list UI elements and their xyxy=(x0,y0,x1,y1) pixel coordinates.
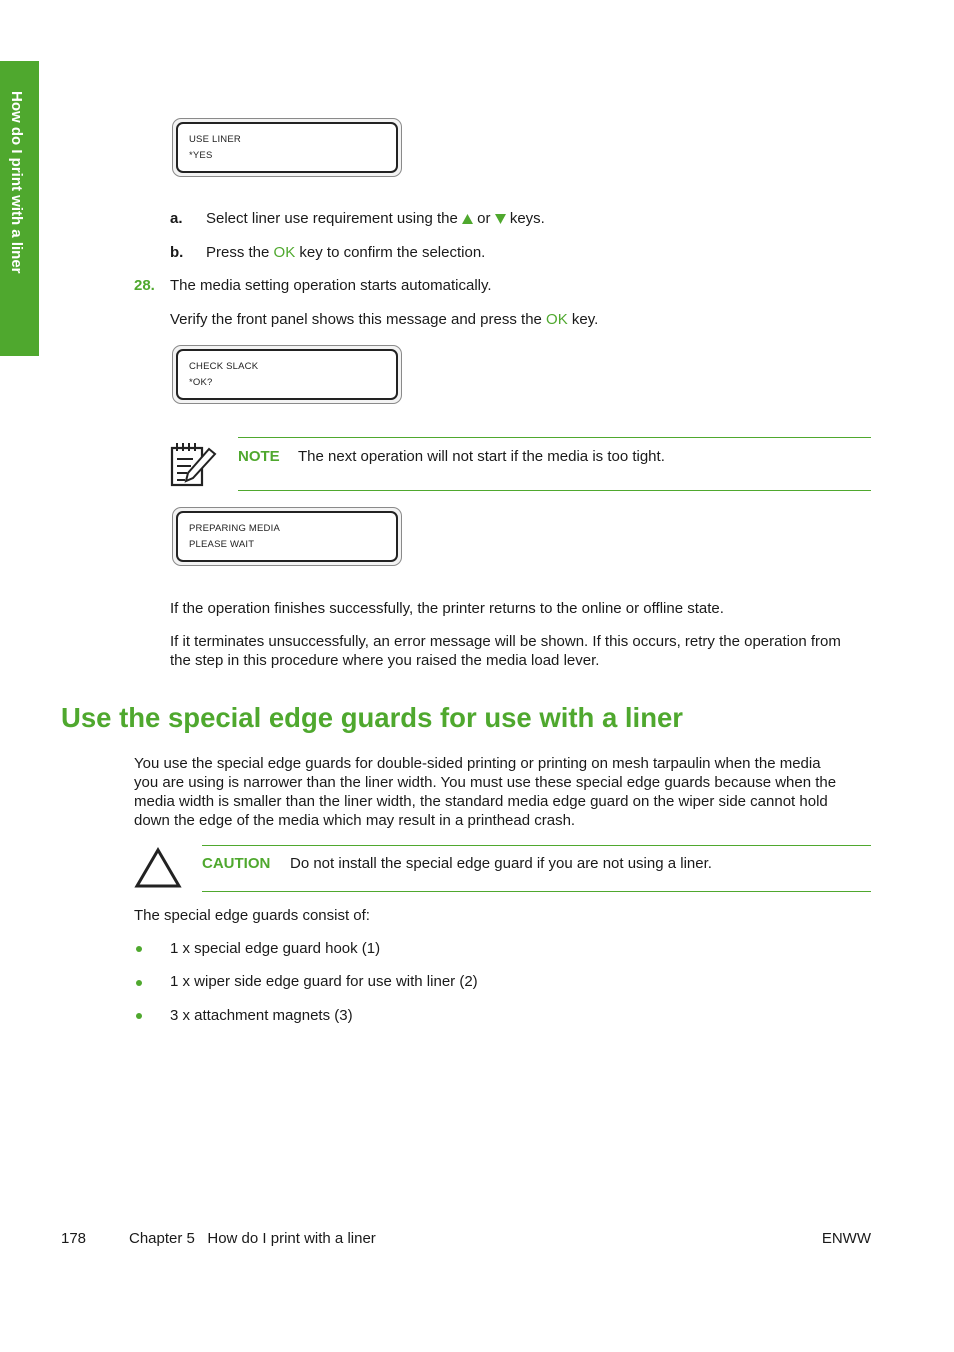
consist-intro: The special edge guards consist of: xyxy=(134,907,370,924)
bullet-icon xyxy=(136,946,142,952)
chapter-side-tab xyxy=(0,61,39,356)
bullet-icon xyxy=(136,1013,142,1019)
intro-line-2: you are using is narrower than the liner width. You must use these special edge guards because when the xyxy=(134,774,837,791)
front-panel-display-use-liner xyxy=(172,118,402,177)
step-b-text xyxy=(206,243,485,262)
footer-chapter: Chapter 5 How do I print with a liner xyxy=(129,1230,376,1247)
intro-line-3: media width is smaller than the liner width, the standard media edge guard on the wiper side cannot hold xyxy=(134,793,828,810)
display-line-2: PLEASE WAIT xyxy=(189,539,255,550)
step-a-text xyxy=(206,209,545,228)
note-bottom-rule xyxy=(238,490,871,491)
verify-text-before: Verify the front panel shows this message and press the xyxy=(170,311,542,328)
caution-top-rule xyxy=(202,845,871,846)
intro-line-1: You use the special edge guards for double-sided printing or printing on mesh tarpaulin when the media xyxy=(134,755,821,772)
result-fail-line-1: If it terminates unsuccessfully, an error message will be shown. If this occurs, retry the operation from xyxy=(170,633,841,650)
display-line-1: CHECK SLACK xyxy=(189,361,259,372)
footer-code: ENWW xyxy=(821,1230,871,1247)
note-label: NOTE xyxy=(238,448,280,465)
result-success-text: If the operation finishes successfully, the printer returns to the online or offline state. xyxy=(170,600,724,617)
step-a-text-mid: or xyxy=(477,210,491,227)
step-28-number: 28. xyxy=(134,277,155,294)
display-line-1: USE LINER xyxy=(189,134,241,145)
display-line-1: PREPARING MEDIA xyxy=(189,523,280,534)
chapter-side-tab-label: How do I print with a liner xyxy=(8,91,25,274)
front-panel-display-check-slack xyxy=(172,345,402,404)
intro-line-4: down the edge of the media which may result in a printhead crash. xyxy=(134,812,576,829)
list-item: 1 x wiper side edge guard for use with liner (2) xyxy=(170,973,478,990)
caution-text: Do not install the special edge guard if you are not using a liner. xyxy=(290,855,712,872)
down-arrow-icon xyxy=(495,214,506,224)
list-item: 1 x special edge guard hook (1) xyxy=(170,940,381,957)
step-b-text-before: Press the xyxy=(206,244,270,261)
step-b-marker: b. xyxy=(170,244,184,261)
note-text: The next operation will not start if the media is too tight. xyxy=(298,448,665,465)
ok-key-label: OK xyxy=(546,311,568,328)
display-line-2: *OK? xyxy=(189,377,213,388)
warning-triangle-icon xyxy=(134,847,182,889)
step-a-text-after: keys. xyxy=(509,210,545,227)
verify-text xyxy=(170,310,598,329)
up-arrow-icon xyxy=(462,214,473,224)
note-top-rule xyxy=(238,437,871,438)
list-item: 3 x attachment magnets (3) xyxy=(170,1007,353,1024)
step-a-text-before: Select liner use requirement using the xyxy=(206,210,458,227)
caution-bottom-rule xyxy=(202,891,871,892)
front-panel-display-preparing-media xyxy=(172,507,402,566)
section-heading: Use the special edge guards for use with a liner xyxy=(61,702,683,733)
bullet-icon xyxy=(136,980,142,986)
step-b-text-after: key to confirm the selection. xyxy=(299,244,486,261)
verify-text-after: key. xyxy=(571,311,599,328)
footer-page-number: 178 xyxy=(61,1230,87,1247)
step-28-text: The media setting operation starts automatically. xyxy=(170,277,492,294)
note-icon xyxy=(169,440,217,488)
display-line-2: *YES xyxy=(189,150,213,161)
caution-label: CAUTION xyxy=(202,855,271,872)
step-a-marker: a. xyxy=(170,210,183,227)
ok-key-label: OK xyxy=(273,244,296,261)
result-fail-line-2: the step in this procedure where you raised the media load lever. xyxy=(170,652,600,669)
